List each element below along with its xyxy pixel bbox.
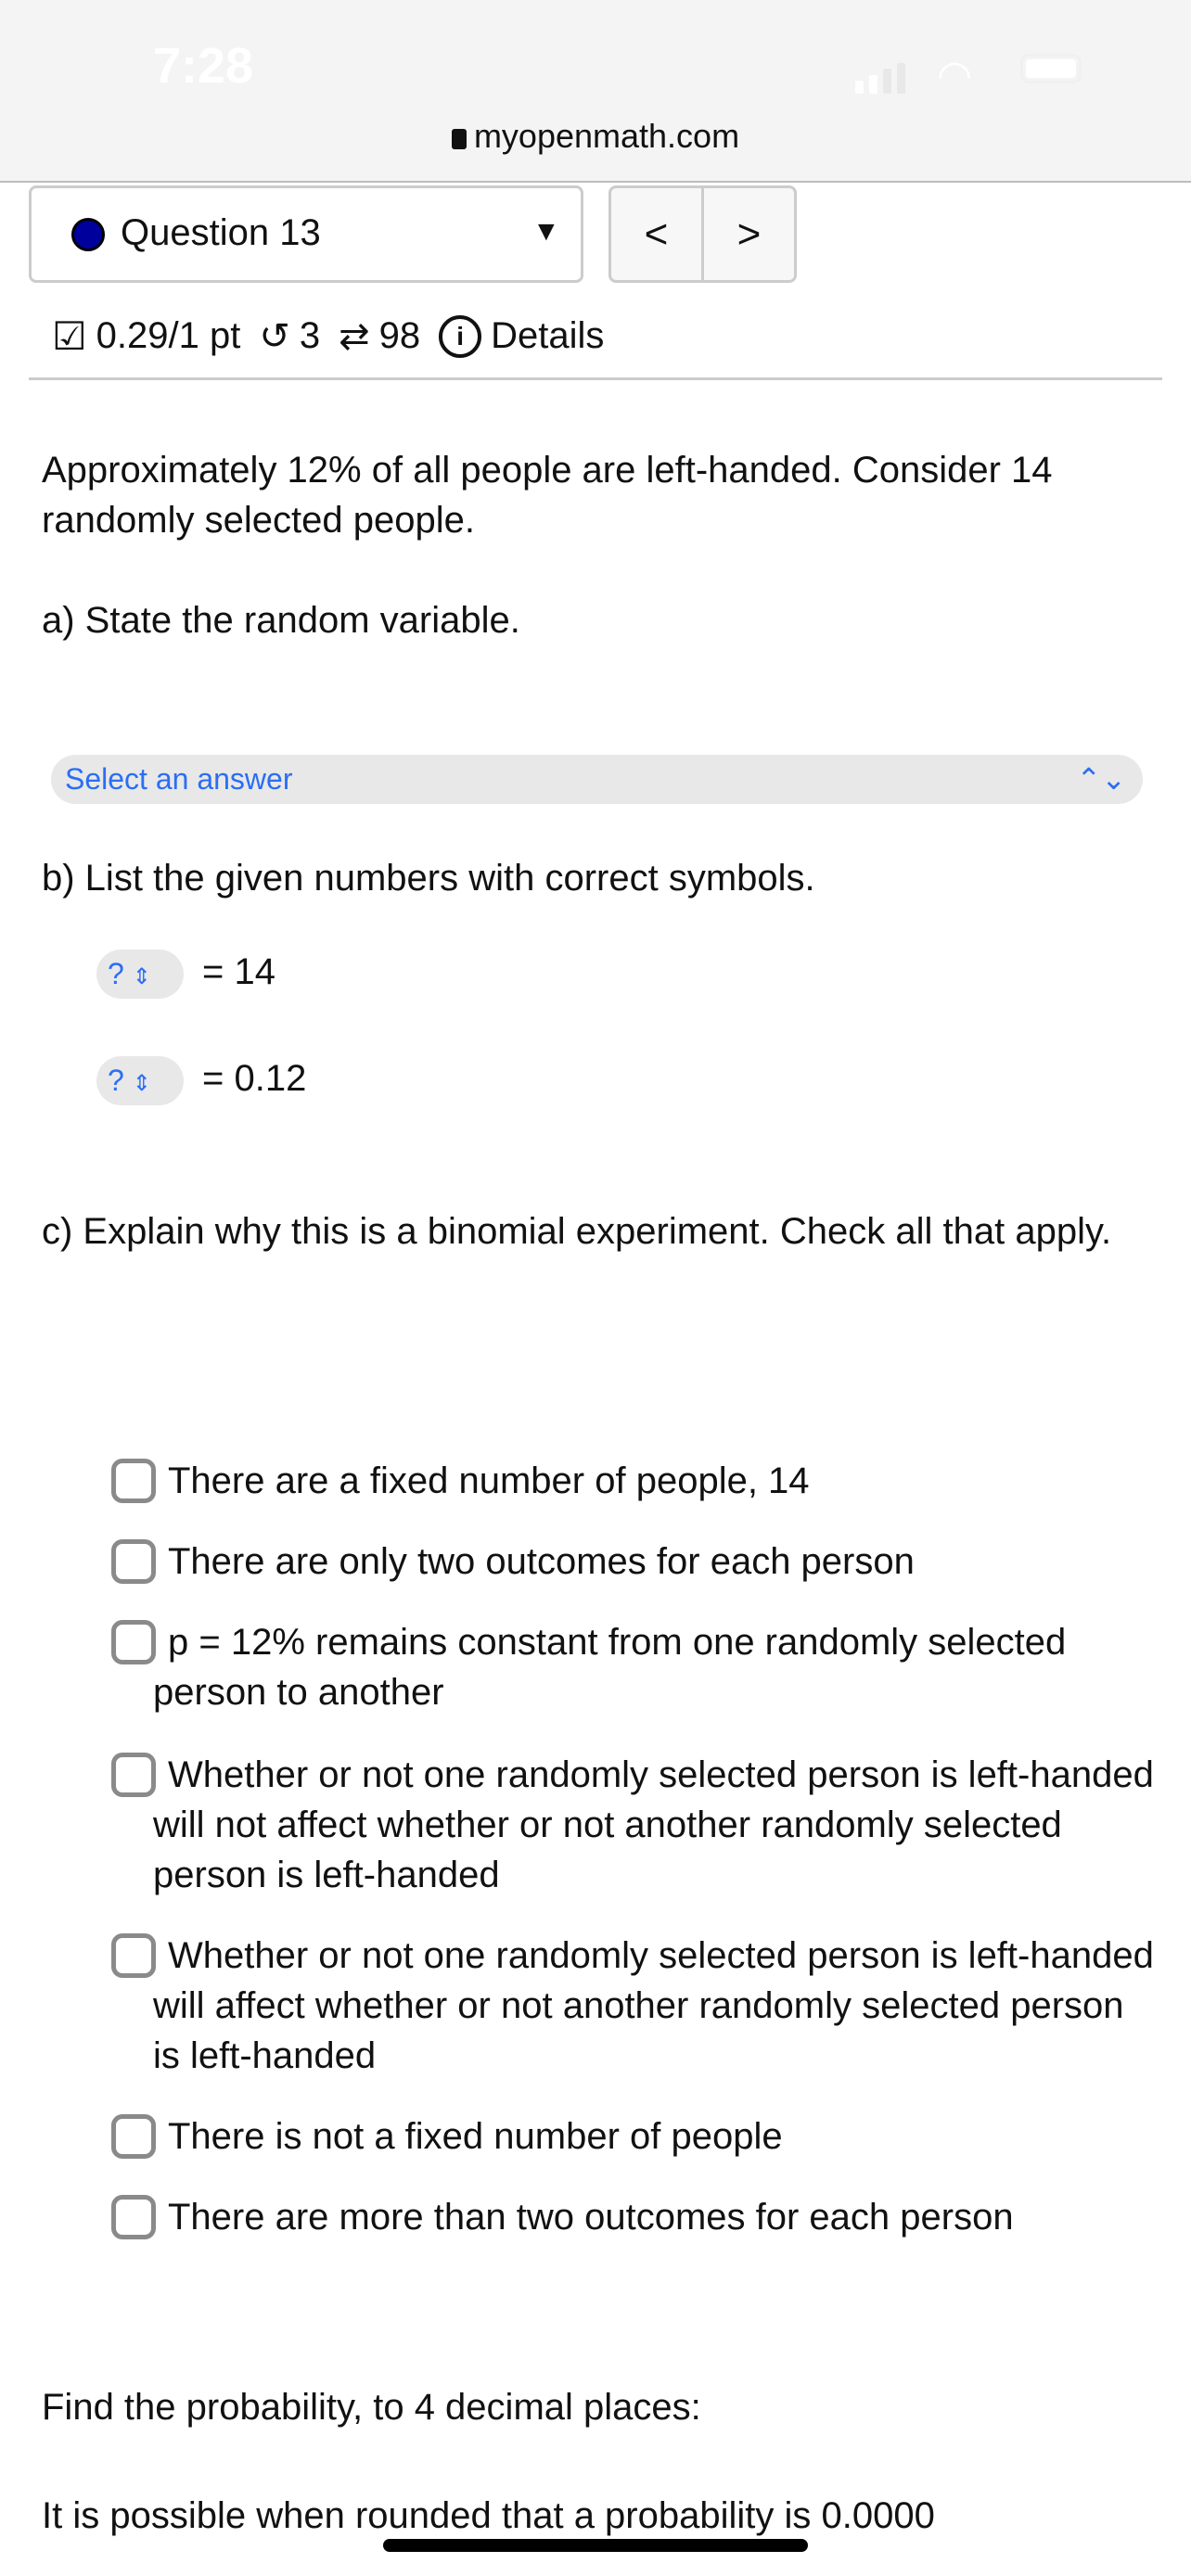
info-icon[interactable]: i bbox=[439, 315, 481, 358]
address-bar[interactable] bbox=[0, 117, 1191, 156]
given-value-2: = 0.12 bbox=[202, 1058, 307, 1099]
attempts-icon: ⇄ bbox=[339, 315, 370, 357]
option-label-2: There are only two outcomes for each person bbox=[168, 1541, 915, 1582]
battery-icon bbox=[1020, 54, 1082, 83]
option-checkbox-4[interactable] bbox=[111, 1753, 156, 1797]
question-intro: Approximately 12% of all people are left-handed. Consider 14 randomly selected people. bbox=[42, 450, 1053, 541]
url-text: myopenmath.com bbox=[473, 117, 740, 155]
question-select[interactable] bbox=[29, 185, 583, 283]
signal-icon bbox=[855, 63, 905, 94]
option-checkbox-7[interactable] bbox=[111, 2195, 156, 2239]
score-value: 0.29/1 pt bbox=[96, 315, 241, 356]
clock: 7:28 bbox=[153, 38, 254, 94]
select-placeholder: Select an answer bbox=[65, 762, 293, 796]
find-probability-label: Find the probability, to 4 decimal places: bbox=[42, 2387, 701, 2428]
option-checkbox-2[interactable] bbox=[111, 1539, 156, 1584]
divider bbox=[29, 377, 1162, 380]
option-checkbox-5[interactable] bbox=[111, 1933, 156, 1978]
part-b-label: b) List the given numbers with correct symbols. bbox=[42, 858, 815, 899]
option-label-4: Whether or not one randomly selected person is left-handed will not affect whether or not another randomly selected person is left-handed bbox=[153, 1754, 1154, 1895]
question-nav-buttons bbox=[608, 185, 797, 283]
score-line bbox=[52, 313, 604, 359]
option-label-5: Whether or not one randomly selected person is left-handed will affect whether or not another randomly selected person is left-handed bbox=[153, 1935, 1154, 2076]
question-select-label: Question 13 bbox=[121, 212, 321, 253]
wifi-icon: ◠ bbox=[937, 53, 973, 98]
symbol-select-1[interactable] bbox=[96, 950, 184, 999]
retries-count: 3 bbox=[299, 315, 321, 356]
checkbox-score-icon: ☑ bbox=[52, 314, 87, 358]
retry-icon: ↺ bbox=[259, 315, 290, 357]
browser-status-bar bbox=[0, 0, 1191, 183]
question-status-dot bbox=[71, 218, 105, 251]
given-value-1: = 14 bbox=[202, 951, 275, 992]
option-checkbox-3[interactable] bbox=[111, 1620, 156, 1664]
symbol-placeholder: ? bbox=[108, 1064, 124, 1097]
attempts-count: 98 bbox=[378, 315, 421, 356]
caret-down-icon: ▼ bbox=[532, 216, 560, 247]
rounding-note: It is possible when rounded that a probability is 0.0000 bbox=[42, 2495, 935, 2536]
updown-chevron-icon: ⇕ bbox=[132, 1071, 151, 1096]
updown-chevron-icon: ⇕ bbox=[132, 964, 151, 989]
option-label-7: There are more than two outcomes for each person bbox=[168, 2197, 1014, 2238]
next-question-button[interactable]: > bbox=[736, 210, 762, 257]
updown-chevron-icon: ⌃⌄ bbox=[1076, 762, 1126, 796]
lock-icon bbox=[452, 129, 467, 149]
home-indicator[interactable] bbox=[383, 2539, 808, 2552]
symbol-select-2[interactable] bbox=[96, 1056, 184, 1105]
prev-question-button[interactable]: < bbox=[611, 188, 704, 280]
details-link[interactable]: Details bbox=[491, 315, 605, 356]
option-label-1: There are a fixed number of people, 14 bbox=[168, 1460, 810, 1501]
part-c-label: c) Explain why this is a binomial experiment. Check all that apply. bbox=[42, 1211, 1112, 1252]
option-label-3: p = 12% remains constant from one randomly selected person to another bbox=[153, 1622, 1067, 1713]
symbol-placeholder: ? bbox=[108, 957, 124, 990]
option-checkbox-6[interactable] bbox=[111, 2114, 156, 2159]
option-label-6: There is not a fixed number of people bbox=[168, 2116, 783, 2157]
random-variable-select[interactable] bbox=[51, 755, 1143, 804]
option-checkbox-1[interactable] bbox=[111, 1459, 156, 1503]
part-a-label: a) State the random variable. bbox=[42, 600, 520, 641]
